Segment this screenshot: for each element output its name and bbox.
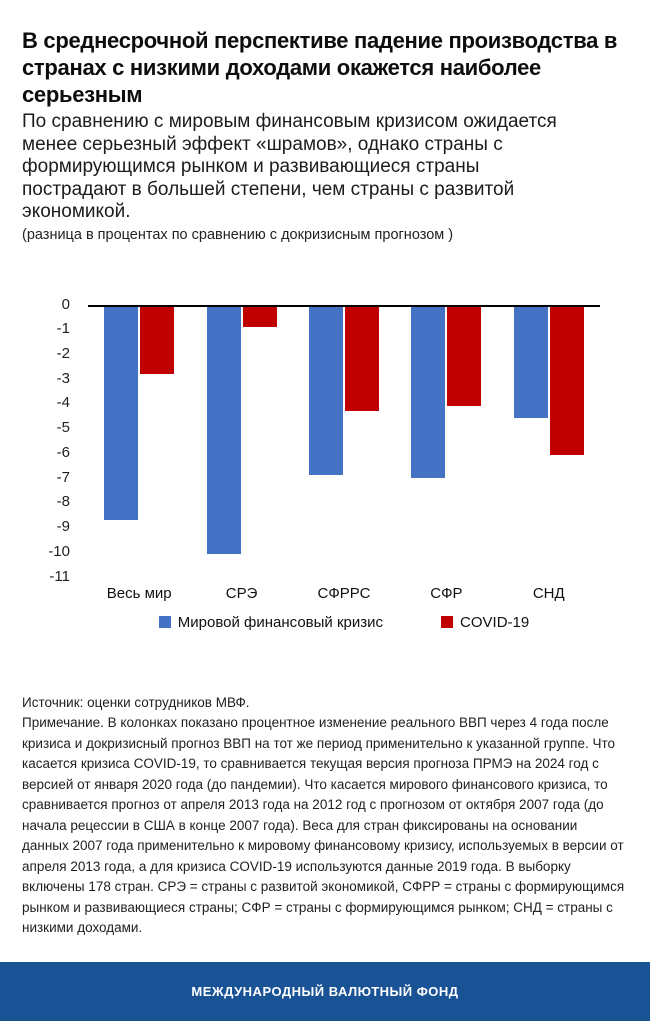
legend-swatch (159, 616, 171, 628)
y-tick-label: -6 (56, 444, 70, 462)
plot-row (0, 295, 650, 602)
units-note: (разница в процентах по сравнению с докризисным прогнозом ) (22, 226, 454, 243)
category-label: СРЭ (225, 584, 258, 602)
bar (411, 305, 445, 478)
bar (140, 305, 174, 374)
source-note: Источник: оценки сотрудников МВФ. (22, 694, 250, 710)
bar (309, 305, 343, 476)
bar-pair (411, 305, 481, 577)
bar (345, 305, 379, 411)
imf-footer (0, 962, 650, 1021)
y-tick-label: -3 (56, 369, 70, 387)
category-label: СФР (430, 584, 463, 602)
bar-group (207, 305, 277, 602)
y-tick-label: -11 (49, 567, 70, 585)
bar (104, 305, 138, 520)
figure-header (0, 0, 650, 243)
legend-label: COVID-19 (460, 613, 530, 631)
y-tick-label: -10 (48, 542, 70, 560)
bar-group (411, 305, 481, 602)
bar (550, 305, 584, 456)
y-tick-label: -8 (56, 493, 70, 511)
y-tick-label: -1 (56, 320, 70, 338)
category-label: СНД (532, 584, 565, 602)
legend-item (159, 614, 383, 631)
figure-note: Примечание. В колонках показано процентное изменение реального ВВП через 4 года после кризиса и докризисный прогноз ВВП на тот же период применительно к указанной группе. Что касается кризиса COVID-19, то сравнивается текущая версия прогноза ПРМЭ на 2024 год с версией от января 2020 года (до пандемии). Что касается мирового финансового кризиса, то сравнивается прогноз от апреля 2013 года на 2012 год с прогнозом от октября 2007 года (до начала рецессии в США в конце 2007 года). Веса для стран фиксированы на основании данных 2007 года применительно к мировому финансовому кризису, используемых в версии от апреля 2013 года, а для кризиса COVID-19 используются данные 2019 года. В выборку включены 178 стран. СРЭ = страны с развитой экономикой, СФРР = страны с формирующимся рынком и развивающиеся страны; СФР = страны с формирующимся рынком; СНД = страны с низкими доходами. (22, 715, 625, 936)
figure-subtitle: По сравнению с мировым финансовым кризисом ожидается менее серьезный эффект «шрамов», однако страны с формирующимся рынком и развивающиеся страны пострадают в большей степени, чем страны с развитой экономикой. (22, 111, 557, 223)
y-tick-label: -7 (56, 468, 70, 486)
bar-pair (309, 305, 379, 577)
bar-pair (207, 305, 277, 577)
bar-pair (514, 305, 584, 577)
bar (207, 305, 241, 555)
bar (243, 305, 277, 327)
bar-group (309, 305, 379, 602)
figure-title: В среднесрочной перспективе падение производства в странах с низкими доходами окажется наиболее серьезным (22, 28, 618, 107)
y-tick-label: -2 (56, 345, 70, 363)
legend-swatch (441, 616, 453, 628)
zero-axis-line (88, 305, 600, 307)
figure-footnotes (0, 693, 650, 939)
plot-area (88, 305, 600, 602)
bar (514, 305, 548, 419)
y-tick-label: -4 (56, 394, 70, 412)
chart-legend (88, 614, 600, 631)
y-axis (20, 295, 88, 585)
y-tick-label: 0 (61, 295, 70, 313)
bar-chart (0, 295, 650, 631)
y-tick-label: -5 (56, 419, 70, 437)
legend-item (441, 614, 529, 631)
bar (447, 305, 481, 406)
category-label: СФРРС (317, 584, 371, 602)
legend-label: Мировой финансовый кризис (177, 613, 384, 631)
y-tick-label: -9 (56, 518, 70, 536)
bar-pair (104, 305, 174, 577)
imf-footer-label: МЕЖДУНАРОДНЫЙ ВАЛЮТНЫЙ ФОНД (191, 984, 459, 999)
category-label: Весь мир (106, 584, 172, 602)
bar-group (514, 305, 584, 602)
bar-group (104, 305, 174, 602)
bar-groups (88, 305, 600, 602)
